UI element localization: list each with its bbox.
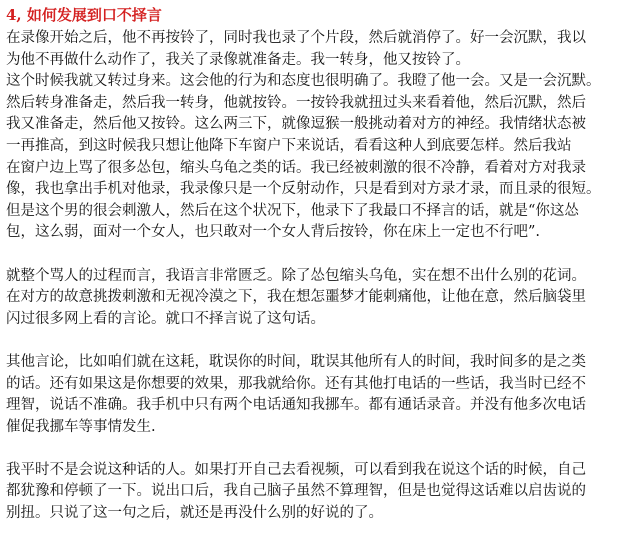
- text-line: 我又准备走，然后他又按铃。这么两三下，就像逗猴一般挑动着对方的神经。我情绪状态被: [6, 116, 586, 133]
- text-line: 为他不再做什么动作了，我关了录像就准备走。我一转身，他又按铃了。: [6, 51, 470, 68]
- text-line: 像，我也拿出手机对他录，我录像只是一个反射动作，只是看到对方录才录，而且录的很短。: [6, 181, 601, 198]
- paragraph-2: [6, 266, 634, 331]
- section-number: 4,: [6, 6, 22, 24]
- text-line: 都犹豫和停顿了一下。说出口后，我自己脑子虽然不算理智，但是也觉得这话难以启齿说的: [6, 483, 586, 500]
- text-line: 在窗户边上骂了很多怂包，缩头乌龟之类的话。我已经被刺激的很不冷静，看着对方对我录: [6, 159, 586, 176]
- text-line: 就整个骂人的过程而言，我语言非常匮乏。除了怂包缩头乌龟，实在想不出什么别的花词。: [6, 267, 586, 284]
- paragraph-gap: [6, 330, 634, 352]
- body-text: [6, 28, 634, 525]
- text-line: 包，这么弱，面对一个女人，也只敢对一个女人背后按铃，你在床上一定也不行吧”.: [6, 224, 541, 241]
- text-line: 的话。还有如果这是你想要的效果，那我就给你。还有其他打电话的一些话，我当时已经不: [6, 375, 586, 392]
- paragraph-gap: [6, 438, 634, 460]
- paragraph-3: [6, 352, 634, 438]
- paragraph-1: [6, 28, 634, 244]
- text-line: 但是这个男的很会刺激人，然后在这个状况下，他录下了我最口不择言的话，就是“你这怂: [6, 202, 579, 219]
- document: [6, 4, 634, 525]
- text-line: 这个时候我就又转过身来。这会他的行为和态度也很明确了。我瞪了他一会。又是一会沉默。: [6, 73, 601, 90]
- paragraph-gap: [6, 244, 634, 266]
- text-line: 理智，说话不准确。我手机中只有两个电话通知我挪车。都有通话录音。并没有他多次电话: [6, 397, 586, 414]
- text-line: 在对方的故意挑拨刺激和无视冷漠之下，我在想怎噩梦才能刺痛他，让他在意，然后脑袋里: [6, 289, 586, 306]
- text-line: 闪过很多网上看的言论。就口不择言说了这句话。: [6, 310, 325, 327]
- text-line: 一再推高，到这时候我只想让他降下车窗户下来说话，看看这种人到底要怎样。然后我站: [6, 137, 572, 154]
- text-line: 然后转身准备走，然后我一转身，他就按铃。一按铃我就扭过头来看着他，然后沉默，然后: [6, 94, 586, 111]
- text-line: 催促我挪车等事情发生.: [6, 418, 156, 435]
- text-line: 我平时不是会说这种话的人。如果打开自己去看视频，可以看到我在说这个话的时候，自己: [6, 461, 586, 478]
- text-line: 其他言论，比如咱们就在这耗，耽误你的时间，耽误其他所有人的时间，我时间多的是之类: [6, 353, 586, 370]
- paragraph-4: [6, 460, 634, 525]
- section-title: 如何发展到口不择言: [26, 6, 162, 24]
- text-line: 在录像开始之后，他不再按铃了，同时我也录了个片段，然后就消停了。好一会沉默，我以: [6, 30, 586, 46]
- section-heading: [6, 4, 634, 26]
- text-line: 别扭。只说了这一句之后，就还是再没什么别的好说的了。: [6, 505, 383, 522]
